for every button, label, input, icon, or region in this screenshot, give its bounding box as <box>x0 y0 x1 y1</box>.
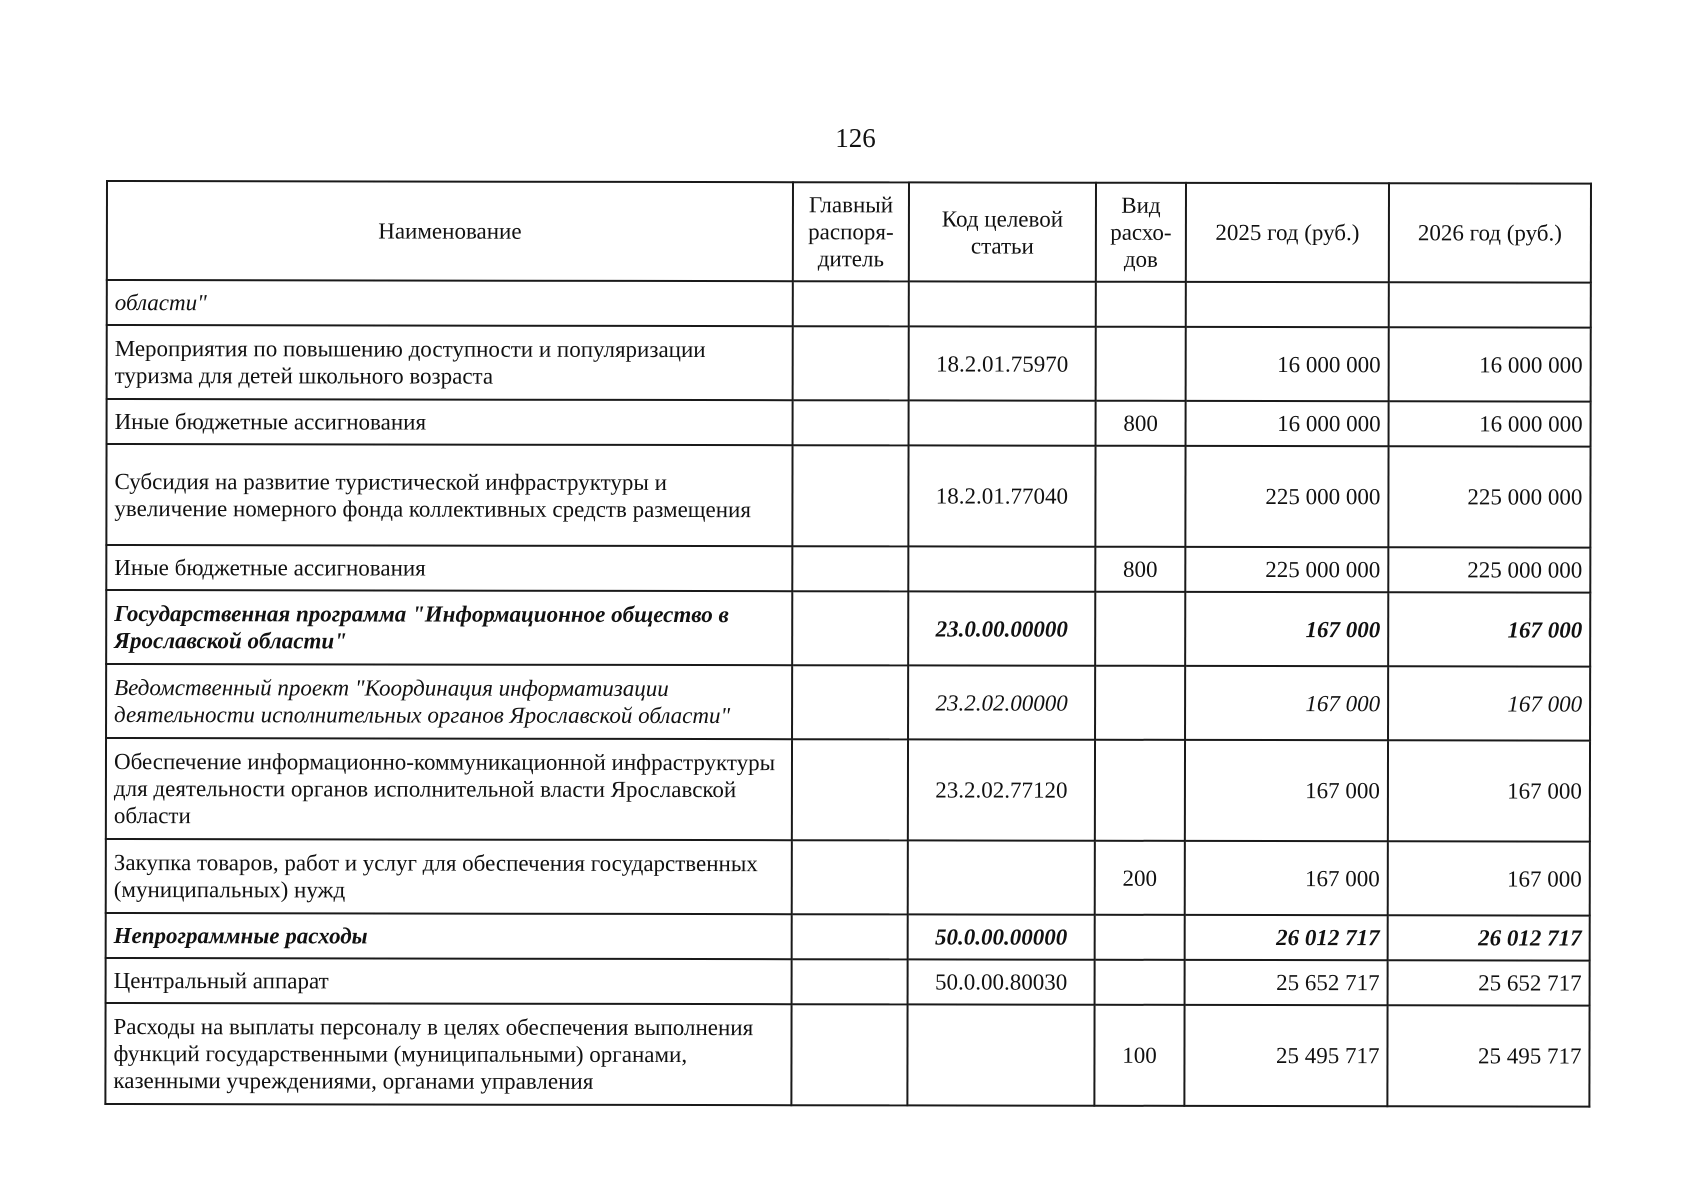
row-code: 18.2.01.75970 <box>909 326 1096 400</box>
row-name: Обеспечение информационно-коммуникационной инфраструктуры для деятельности органов исполнительной власти Ярославской области <box>106 738 792 840</box>
row-code: 23.2.02.00000 <box>908 665 1095 739</box>
row-2026 <box>1389 282 1591 327</box>
row-code <box>909 400 1096 445</box>
row-admin <box>793 400 909 445</box>
row-type <box>1096 327 1186 401</box>
row-name: области" <box>107 280 793 326</box>
budget-table <box>104 180 1592 1108</box>
header-2025: 2025 год (руб.) <box>1186 183 1389 282</box>
row-2026: 16 000 000 <box>1389 401 1591 446</box>
row-2025: 225 000 000 <box>1185 547 1388 592</box>
row-type <box>1095 446 1185 547</box>
row-code: 23.2.02.77120 <box>908 739 1095 840</box>
row-code: 23.0.00.00000 <box>908 591 1095 665</box>
row-code <box>908 840 1095 914</box>
row-2026: 16 000 000 <box>1389 327 1591 401</box>
row-name: Ведомственный проект "Координация информатизации деятельности исполнительных органов Ярославской области" <box>106 664 792 739</box>
row-name: Иные бюджетные ассигнования <box>107 399 793 445</box>
row-2025: 16 000 000 <box>1186 327 1389 401</box>
row-2026: 26 012 717 <box>1388 915 1590 960</box>
row-2025: 167 000 <box>1185 666 1388 740</box>
header-type: Вид расхо-дов <box>1096 183 1186 282</box>
header-code: Код целевой статьи <box>909 182 1096 281</box>
row-2025: 25 495 717 <box>1184 1005 1387 1106</box>
row-type: 800 <box>1095 547 1185 592</box>
row-type <box>1095 666 1185 740</box>
header-2026: 2026 год (руб.) <box>1389 183 1591 282</box>
table-row <box>106 590 1590 667</box>
page-number: 126 <box>835 123 876 153</box>
table-row <box>106 545 1590 593</box>
row-name: Государственная программа "Информационное общество в Ярославской области" <box>106 590 792 665</box>
row-type <box>1095 915 1185 960</box>
table-row <box>106 958 1590 1006</box>
row-type <box>1095 592 1185 666</box>
table-row <box>105 1003 1589 1107</box>
row-type <box>1096 282 1186 327</box>
row-2025: 26 012 717 <box>1185 915 1388 960</box>
table-row <box>106 738 1590 842</box>
row-code <box>908 546 1095 591</box>
row-name: Мероприятия по повышению доступности и популяризации туризма для детей школьного возраста <box>107 325 793 400</box>
row-2026: 167 000 <box>1388 666 1590 740</box>
row-2025: 225 000 000 <box>1185 446 1388 547</box>
row-admin <box>793 326 909 400</box>
row-2026: 167 000 <box>1388 740 1590 841</box>
row-admin <box>793 281 909 326</box>
row-admin <box>792 959 908 1004</box>
row-2026: 25 652 717 <box>1388 960 1590 1005</box>
row-2025 <box>1186 282 1389 327</box>
row-code: 50.0.00.80030 <box>908 959 1095 1004</box>
row-admin <box>792 665 908 739</box>
row-code: 50.0.00.00000 <box>908 914 1095 959</box>
row-admin <box>792 739 908 840</box>
table-row <box>107 280 1591 328</box>
table-row <box>107 399 1591 447</box>
row-2025: 167 000 <box>1185 841 1388 915</box>
header-admin: Главный распоря-дитель <box>793 182 909 281</box>
row-code <box>907 1004 1094 1105</box>
table-row <box>106 839 1590 916</box>
table-row <box>107 325 1591 402</box>
table-row <box>106 444 1590 548</box>
table-header-row <box>107 181 1591 283</box>
row-name: Центральный аппарат <box>106 958 792 1004</box>
row-name: Иные бюджетные ассигнования <box>106 545 792 591</box>
row-2026: 225 000 000 <box>1388 446 1590 547</box>
row-admin <box>792 445 908 546</box>
table-row <box>106 664 1590 741</box>
row-type <box>1095 740 1185 841</box>
row-type: 200 <box>1095 841 1185 915</box>
row-admin <box>792 546 908 591</box>
row-type: 800 <box>1096 401 1186 446</box>
header-name: Наименование <box>107 181 793 281</box>
row-name: Закупка товаров, работ и услуг для обеспечения государственных (муниципальных) нужд <box>106 839 792 914</box>
row-code: 18.2.01.77040 <box>908 445 1095 546</box>
row-2025: 167 000 <box>1185 740 1388 841</box>
row-admin <box>791 1004 907 1105</box>
row-admin <box>792 840 908 914</box>
row-2026: 167 000 <box>1388 841 1590 915</box>
row-2026: 167 000 <box>1388 592 1590 666</box>
row-name: Субсидия на развитие туристической инфраструктуры и увеличение номерного фонда коллективных средств размещения <box>106 444 792 546</box>
row-2025: 25 652 717 <box>1185 960 1388 1005</box>
row-name: Непрограммные расходы <box>106 913 792 959</box>
row-type <box>1095 960 1185 1005</box>
row-admin <box>792 914 908 959</box>
row-type: 100 <box>1094 1005 1184 1106</box>
row-admin <box>792 591 908 665</box>
row-2026: 225 000 000 <box>1388 547 1590 592</box>
row-2026: 25 495 717 <box>1387 1005 1589 1106</box>
row-name: Расходы на выплаты персоналу в целях обеспечения выполнения функций государственными (муниципальными) органами, казенными учреждениями, органами управления <box>105 1003 791 1105</box>
row-code <box>909 281 1096 326</box>
row-2025: 167 000 <box>1185 592 1388 666</box>
row-2025: 16 000 000 <box>1186 401 1389 446</box>
table-row <box>106 913 1590 961</box>
